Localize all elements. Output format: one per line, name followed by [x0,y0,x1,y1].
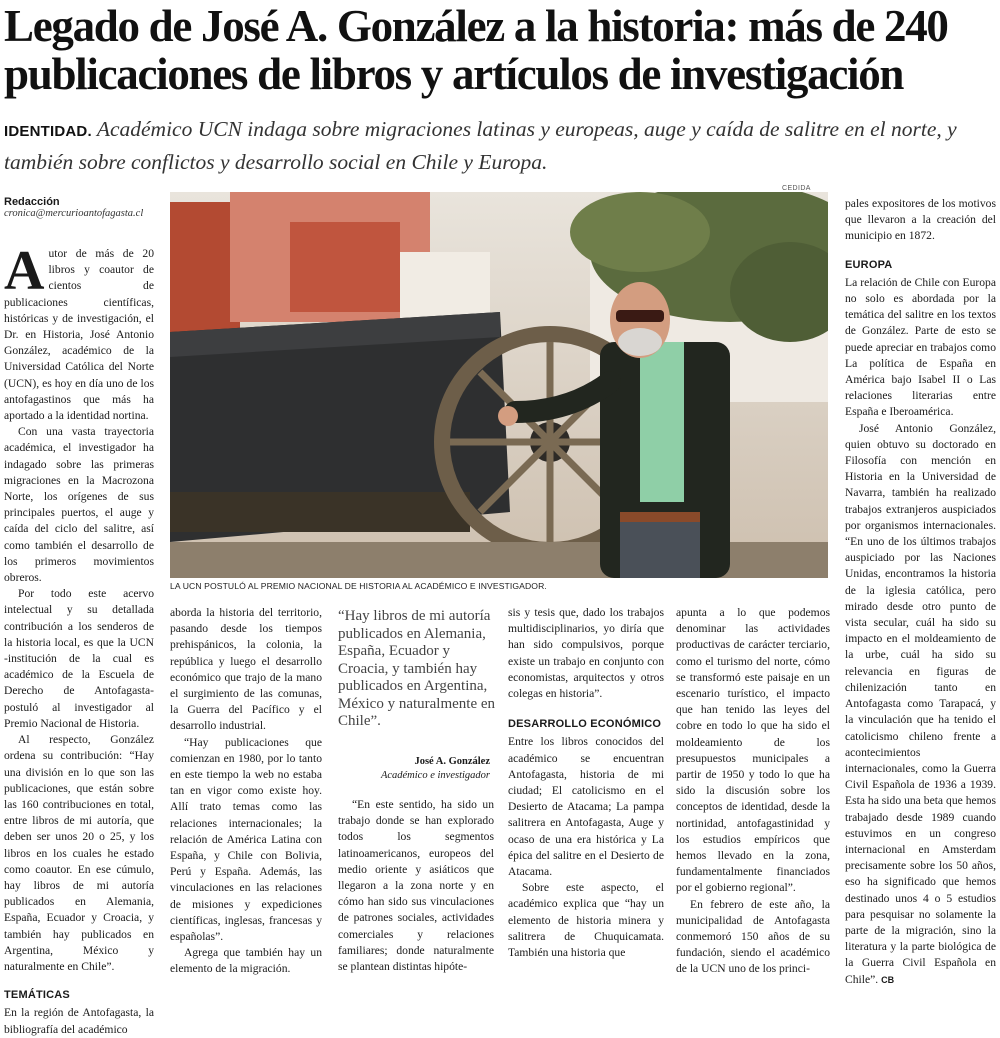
paragraph: La relación de Chile con Europa no solo es abordada por la temática del salitre en los textos de González. Parte de esto se puede apreciar en trabajos como La política de España en América bajo Isabel II o Las relaciones literarias entre España e Iberoamérica. [845,275,996,419]
paragraph: sis y tesis que, dado los trabajos multidisciplinarios, yo diría que han sido compulsivos, porque existe un trabajo en conjunto con economistas, arquitectos y otros colegas en historia”. [508,606,664,701]
quote-author-role: Académico e investigador [380,770,490,781]
end-mark: CB [881,974,895,985]
subhead-desarrollo-economico: DESARROLLO ECONÓMICO [508,718,662,731]
paragraph: pales expositores de los motivos que llevaron a la creación del municipio en 1872. [845,197,996,243]
byline [4,196,164,219]
article-column-6 [845,196,996,988]
article-photo [170,192,828,578]
photo-caption: LA UCN POSTULÓ AL PREMIO NACIONAL DE HISTORIA AL ACADÉMICO E INVESTIGADOR. [170,581,547,591]
deck-text: Académico UCN indaga sobre migraciones latinas y europeas, auge y caída de salitre en el norte, y también sobre conflictos y desarrollo social en Chile y Europa. [4,117,957,174]
quote-author: José A. González [414,756,490,767]
paragraph: apunta a lo que podemos denominar las actividades productivas de carácter terciario, como el turismo del norte, cómo se transformó este paisaje en un escenario turístico, el impacto que han tenido las leyes del cobre en todo lo que ha sido el moldeamiento de los presupuestos municipales a partir de 1950 y todo lo que ha sido la discusión sobre los conceptos de identidad, desde la nortinidad, antofagastinidad y los estudios empíricos que hemos llevado en la zona, fundamentalmente financiados por el gobierno regional”. [676,606,830,895]
paragraph: En la región de Antofagasta, la bibliografía del académico [4,1006,154,1036]
paragraph: Por todo este acervo intelectual y su detallada contribución a los senderos de la historia local, es que la UCN -institución de la cual es académico de la Escuela de Derecho de Antofagasta- postuló al investigador al Premio Nacional de Historia. [4,587,154,730]
paragraph: “En este sentido, ha sido un trabajo donde se han explorado todos los segmentos latinoamericanos, europeos del medio oriente y asiáticos que llegaron a la zona norte y en cómo han sido sus vinculaciones de patrones sociales, actividades comerciales y relaciones familiares; donde naturalmente se plantean distintas hipóte- [338,798,494,974]
article-column-3 [338,797,494,975]
subhead-tematicas: TEMÁTICAS [4,989,70,1002]
paragraph: Al respecto, González ordena su contribución: “Hay una división en lo que son las publicaciones, que están sobre las 160 contribuciones en total, entre libros de mi autoría, que deben ser unos 20 o 25, y los libros en los cuales he estado como coautor. En ese cúmulo, hay libros de mi autoría publicados en Alemania, España, Ecuador y Croacia, y también hay publicados en Argentina, México y naturalmente en Chile”. [4,733,154,973]
dropcap: A [4,240,45,302]
paragraph: Agrega que también hay un elemento de la migración. [170,946,322,976]
article-column-2 [170,605,322,978]
headline: Legado de José A. González a la historia: más de 240 publicaciones de libros y artículos de investigación [4,1,948,99]
article-column-5 [676,605,830,978]
quote-attribution [338,755,490,783]
article-column-4 [508,605,664,961]
paragraph: José Antonio González, quien obtuvo su doctorado en Filosofía con mención en Historia en la Universidad de Navarra, también ha realizado trabajos extranjeros auspiciados por organismos internacionales. “En uno de los últimos trabajos auspiciado por las Naciones Unidas, encontramos la historia de la iglesia católica, pero mirado desde otro punto de vista secular, cuál ha sido su impacto en el moldeamiento de la urbe, cuál ha sido su relevancia en figuras de chilenización tanto en Antofagasta como Tarapacá, y la vinculación que ha tenido el catolicismo chileno frente a acontecimientos internacionales, como la Guerra Civil Española de 1936 a 1939. Esta ha sido una beta que hemos trabajado desde 1989 cuando estuvimos en un congreso internacional en Amsterdam precisamente sobre los 50 años, eso ha significado que hemos destinado unos 4 o 5 estudios para pesquisar no solamente la parte de la migración, sino la literatura y la parte biológica de la Guerra Civil Española en Chile”. CB [845,421,996,986]
paragraph: Con una vasta trayectoria académica, el investigador ha indagado sobre las primeras migraciones en la Macrozona Norte, los orígenes de sus principales puertos, el auge y caída del ciclo del salitre, así como también el desarrollo de los primeros movimientos obreros. [4,425,154,585]
byline-email: cronica@mercurioantofagasta.cl [4,208,144,219]
paragraph: “Hay publicaciones que comienzan en 1980, por lo tanto en este tiempo la web no estaba tan en vigor como existe hoy. Allí trato temas como las relaciones internacionales; la relación de América Latina con España, y Chile con Bolivia, Perú y España. Además, las vinculaciones en las relaciones de misiones y expediciones científicas, inglesas, francesas y españolas”. [170,735,322,944]
pull-quote: “Hay libros de mi autoría publicados en Alemania, España, Ecuador y Croacia, y también hay publicados en Argentina, México y naturalmente en Chile”. [338,608,496,729]
paragraph: En febrero de este año, la municipalidad de Antofagasta conmemoró 150 años de su fundación, siendo el académico de la UCN uno de los princi- [676,897,830,976]
photo-credit: CEDIDA [782,185,811,192]
photo-illustration [170,192,828,578]
deck-kicker: IDENTIDAD. [4,123,92,140]
paragraph: Sobre este aspecto, el académico explica que “hay un elemento de historia minera y salitrera de Chuquicamata. También una historia que [508,881,664,960]
paragraph: Autor de más de 20 libros y coautor de cientos de publicaciones científicas, históricas y de investigación, el Dr. en Historia, José Antonio González, académico de la Universidad Católica del Norte (UCN), es hoy en día uno de los antofagastinos que más ha aportado a la identidad nortina. [4,240,154,423]
paragraph: aborda la historia del territorio, pasando desde los tiempos prehispánicos, la colonia, la república y luego el desarrollo económico que trajo de la mano el surgimiento de las comunas, la Guerra del Pacífico y el desarrollo industrial. [170,606,322,733]
byline-name: Redacción [4,196,60,208]
subhead-europa: EUROPA [845,258,893,271]
paragraph: Entre los libros conocidos del académico se encuentran Antofagasta, historia de mi ciudad; El catolicismo en el Desierto de Atacama; La pampa salitrera en Antofagasta, Auge y ocaso de una era histórica y La épica del salitre en el Desierto de Atacama. [508,735,664,879]
article-column-1 [4,240,154,1038]
deck [4,114,994,177]
